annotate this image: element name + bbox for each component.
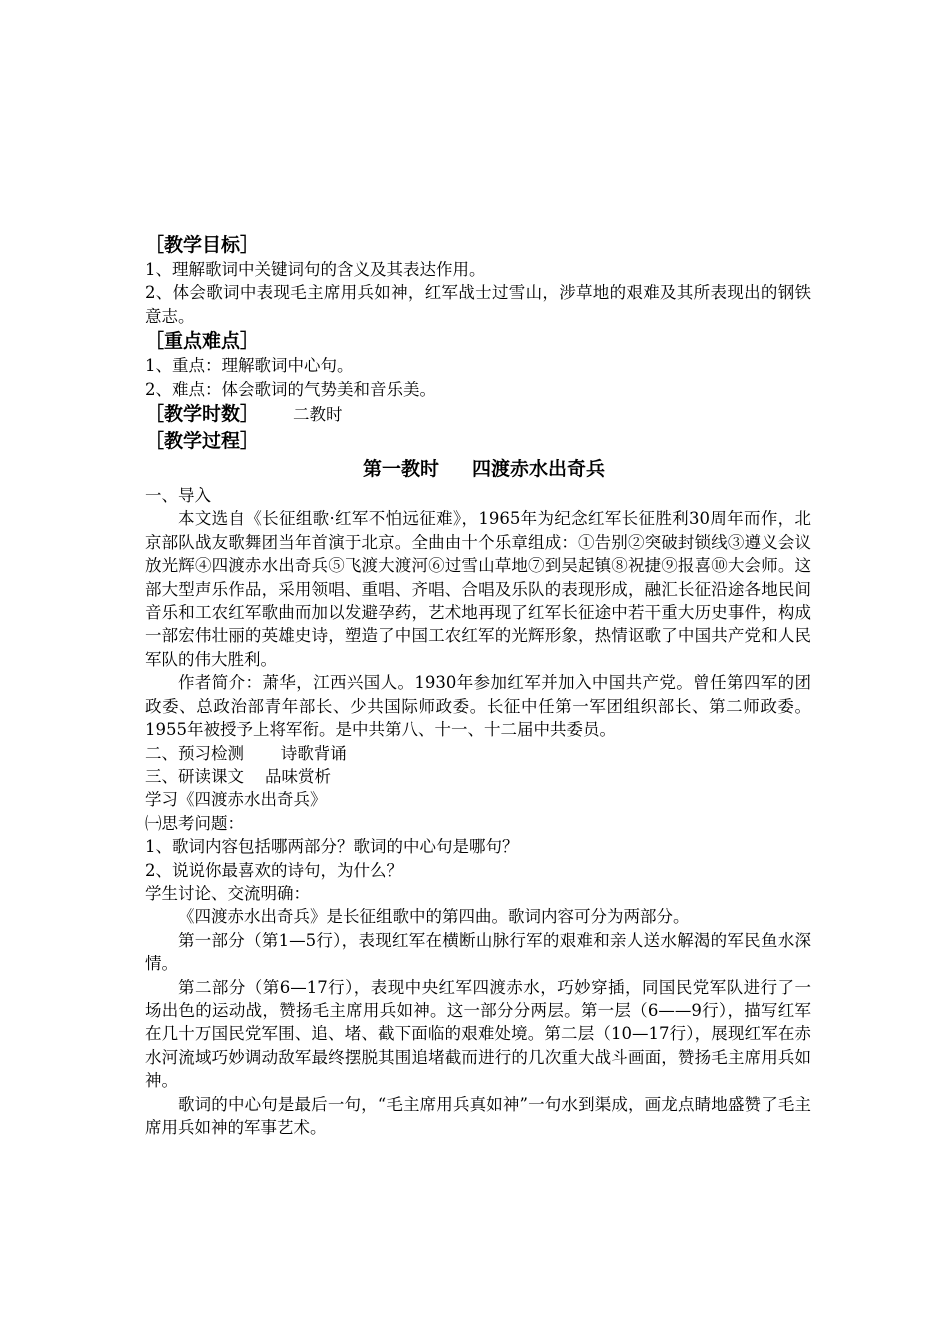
answer-paragraph-3: 第二部分（第6—17行），表现中央红军四渡赤水，巧妙穿插，同国民党军队进行了一场出色的运动战，赞扬毛主席用兵如神。这一部分分两层。第一层（6——9行），描写红军在几十万国民党军围、追、堵、截下面临的艰难处境。第二层（10—17行），展现红军在赤水河流域巧妙调动敌军最终摆脱其围追堵截而进行的几次重大战斗画面，赞扬毛主席用兵如神。 bbox=[145, 977, 811, 1091]
objective-item-1: 1、理解歌词中关键词句的含义及其表达作用。 bbox=[145, 260, 486, 279]
hours-label: ［教学时数］ bbox=[145, 403, 260, 426]
question-item-1: 1、歌词内容包括哪两部分？歌词的中心句是哪句？ bbox=[145, 837, 519, 857]
answer-paragraph-1: 《四渡赤水出奇兵》是长征组歌中的第四曲。歌词内容可分为两部分。 bbox=[178, 907, 690, 927]
key-point-item-1: 1、重点：理解歌词中心句。 bbox=[145, 356, 354, 376]
question-item-2: 2、说说你最喜欢的诗句，为什么？ bbox=[145, 860, 403, 880]
intro-paragraph: 本文选自《长征组歌·红军不怕远征难》，1965年为纪念红军长征胜利30周年而作，北京部队战友歌舞团当年首演于北京。全曲由十个乐章组成：①告别②突破封锁线③遵义会议放光辉④四渡赤水出奇兵⑤飞渡大渡河⑥过雪山草地⑦到吴起镇⑧祝捷⑨报喜⑩大会师。这部大型声乐作品，采用领唱、重唱、齐唱、合唱及乐队的表现形成，融汇长征沿途各地民间音乐和工农红军歌曲而加以发避孕药，艺术地再现了红军长征途中若干重大历史事件，构成一部宏伟壮丽的英雄史诗，塑造了中国工农红军的光辉形象，热情讴歌了中国共产党和人民军队的伟大胜利。 bbox=[145, 509, 811, 669]
answer-paragraph-2: 第一部分（第1—5行），表现红军在横断山脉行军的艰难和亲人送水解渴的军民鱼水深情。 bbox=[145, 930, 811, 974]
questions-heading: ㈠思考问题： bbox=[145, 813, 244, 833]
intro-heading: 一、导入 bbox=[145, 486, 211, 506]
process-heading: ［教学过程］ bbox=[145, 430, 260, 453]
preview-heading: 二、预习检测 诗歌背诵 bbox=[145, 743, 347, 763]
author-paragraph: 作者简介：萧华，江西兴国人。1930年参加红军并加入中国共产党。曾任第四军的团政委、总政治部青年部长、少共国际师政委。长征中任第一军团组织部长、第二师政委。1955年被授予上将军衔。是中共第八、十一、十二届中共委员。 bbox=[145, 673, 811, 740]
document-page bbox=[145, 232, 811, 1139]
key-point-item-2: 2、难点：体会歌词的气势美和音乐美。 bbox=[145, 379, 436, 399]
hours-value: 二教时 bbox=[293, 405, 343, 425]
answer-paragraph-4: 歌词的中心句是最后一句，“毛主席用兵真如神”一句水到渠成，画龙点睛地盛赞了毛主席用兵如神的军事艺术。 bbox=[145, 1094, 811, 1137]
objective-item-2: 2、体会歌词中表现毛主席用兵如神，红军战士过雪山，涉草地的艰难及其所表现出的钢铁意志。 bbox=[145, 283, 811, 326]
lesson-title: 第一教时 四渡赤水出奇兵 bbox=[362, 458, 606, 481]
hours-heading bbox=[145, 401, 811, 428]
discussion-heading: 学生讨论、交流明确： bbox=[145, 883, 310, 903]
key-points-heading: ［重点难点］ bbox=[145, 330, 260, 353]
study-heading: 三、研读课文 品味赏析 bbox=[145, 766, 331, 786]
objectives-heading: ［教学目标］ bbox=[145, 234, 260, 256]
study-title: 学习《四渡赤水出奇兵》 bbox=[145, 790, 327, 810]
